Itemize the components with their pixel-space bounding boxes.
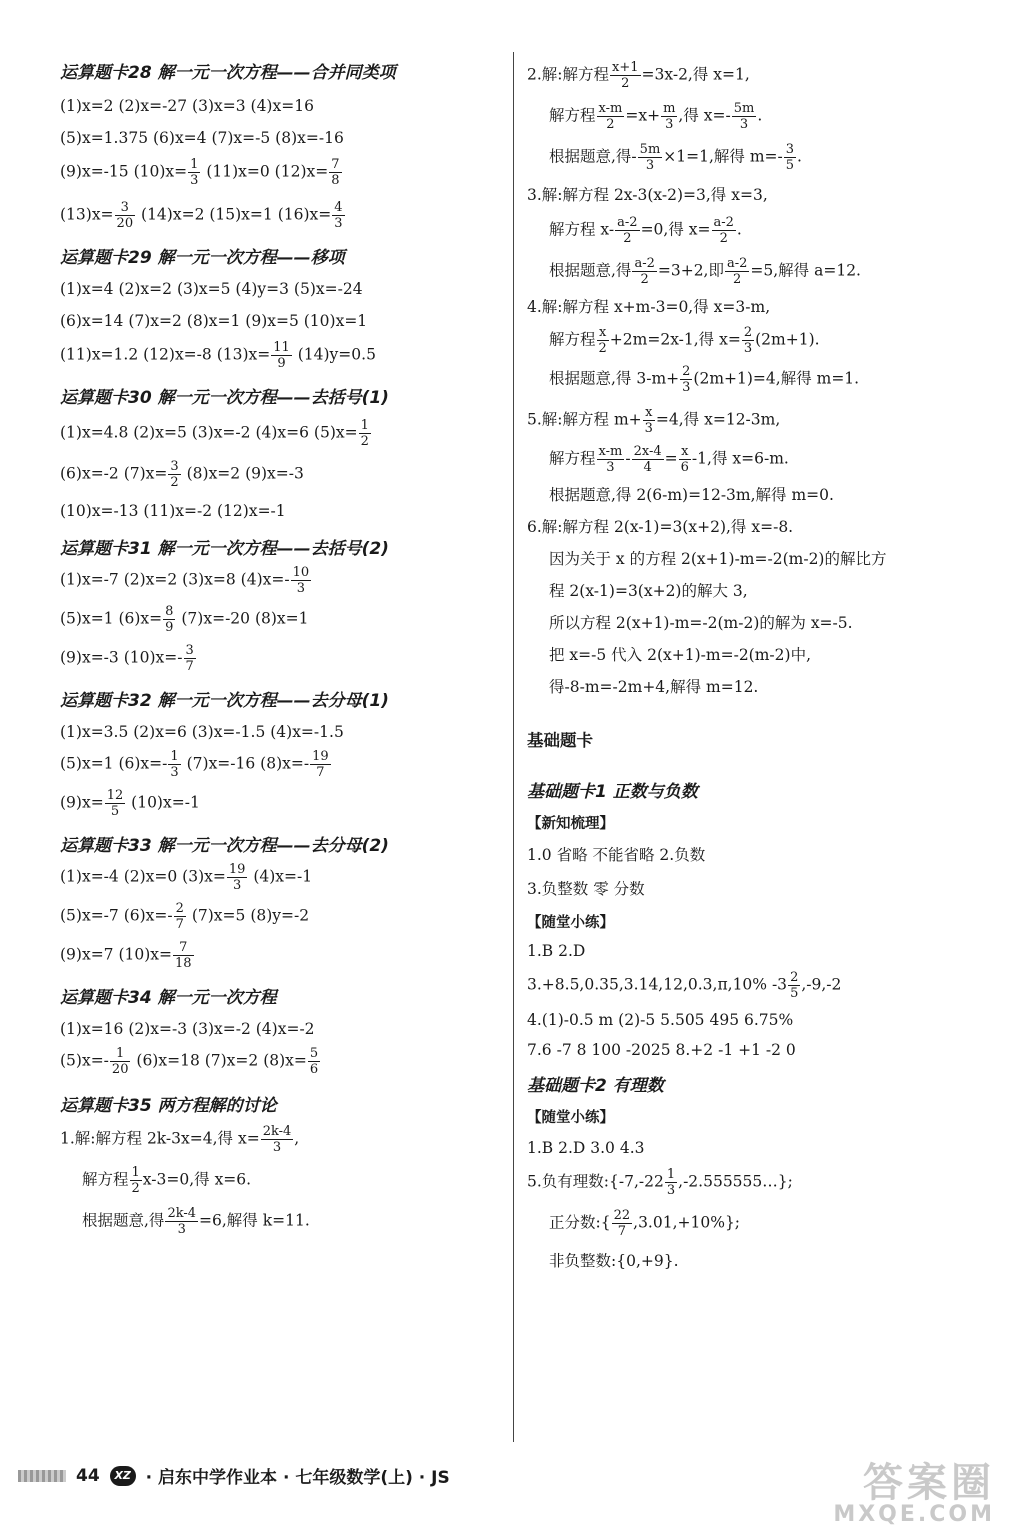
answer-row xyxy=(60,862,500,893)
numerator: 2x-4 xyxy=(633,444,662,459)
heading-basic-card-1: 基础题卡1 正数与负数 xyxy=(527,782,698,802)
answer-row: 1.B 2.D xyxy=(527,942,586,960)
decorative-stripe xyxy=(18,1470,66,1482)
fraction xyxy=(173,940,194,971)
answer-row xyxy=(60,1046,500,1077)
answer-row: (5)x=1.375 (6)x=4 (7)x=-5 (8)x=-16 xyxy=(60,129,344,147)
denominator: 3 xyxy=(606,460,615,475)
text-seg: =0,得 x= xyxy=(640,220,711,239)
denominator: 5 xyxy=(785,158,795,173)
text-seg: (7)x=-16 (8)x=- xyxy=(181,754,310,773)
fraction xyxy=(597,444,625,475)
numerator: 2k-4 xyxy=(262,1124,292,1139)
left-column xyxy=(60,50,500,1237)
text-seg: (14)x=2 (15)x=1 (16)x= xyxy=(136,205,332,224)
answer-row xyxy=(60,459,500,490)
text-seg: (9)x=-15 (10)x= xyxy=(60,162,188,181)
answer-row xyxy=(60,604,500,635)
fraction xyxy=(712,215,736,246)
fraction xyxy=(163,604,175,635)
answer-row: 1.0 省略 不能省略 2.负数 xyxy=(527,846,706,864)
numerator: 1 xyxy=(131,1165,140,1180)
solution-line xyxy=(527,256,977,287)
denominator: 2 xyxy=(606,117,615,132)
text-seg: ,-9,-2 xyxy=(801,975,842,994)
answer-row xyxy=(60,340,500,371)
text-seg: 根据题意,得 3-m+ xyxy=(549,369,680,388)
denominator: 3 xyxy=(739,117,749,132)
text-seg: (5)x=1 (6)x= xyxy=(60,609,163,628)
text-seg: ,3.01,+10%}; xyxy=(633,1213,741,1232)
text-seg: (11)x=0 (12)x= xyxy=(201,162,329,181)
denominator: 2 xyxy=(719,231,728,246)
denominator: 2 xyxy=(621,76,630,91)
text-seg: 1.解:解方程 2k-3x=4,得 x= xyxy=(60,1129,260,1148)
text-seg: (9)x= xyxy=(60,793,104,812)
text-seg: (7)x=5 (8)y=-2 xyxy=(186,906,310,925)
text-seg: - xyxy=(625,449,631,468)
tag-new-knowledge: 【新知梳理】 xyxy=(527,816,614,832)
answer-row xyxy=(527,1167,977,1198)
denominator: 20 xyxy=(111,1062,129,1077)
denominator: 3 xyxy=(272,1140,282,1155)
text-seg: . xyxy=(797,147,802,166)
fraction xyxy=(679,444,691,475)
solution-line xyxy=(527,444,977,475)
denominator: 3 xyxy=(177,1222,186,1237)
denominator: 5 xyxy=(790,986,799,1001)
text-seg: (5)x=1 (6)x=- xyxy=(60,754,168,773)
fraction xyxy=(680,364,692,395)
numerator: 1 xyxy=(360,418,369,433)
solution-line: 因为关于 x 的方程 2(x+1)-m=-2(m-2)的解比方 xyxy=(549,550,887,568)
fraction xyxy=(632,256,656,287)
text-seg: =6,解得 k=11. xyxy=(199,1211,310,1230)
numerator: 1 xyxy=(190,157,199,172)
text-seg: 解方程 x- xyxy=(549,220,615,239)
numerator: 3 xyxy=(185,643,194,658)
answer-row xyxy=(60,200,500,231)
heading-card-34: 运算题卡34 解一元一次方程 xyxy=(60,988,277,1008)
answer-row: (1)x=16 (2)x=-3 (3)x=-2 (4)x=-2 xyxy=(60,1020,315,1038)
fraction xyxy=(359,418,371,449)
denominator: 2 xyxy=(598,341,607,356)
denominator: 6 xyxy=(680,460,689,475)
text-seg: (2m+1)=4,解得 m=1. xyxy=(693,369,860,388)
text-seg: (9)x=7 (10)x= xyxy=(60,945,173,964)
text-seg: ,-2.555555…}; xyxy=(678,1172,793,1191)
numerator: x-m xyxy=(598,444,623,459)
numerator: 5 xyxy=(309,1046,319,1061)
fraction xyxy=(638,142,663,173)
fraction xyxy=(227,862,248,893)
text-seg: (13)x= xyxy=(60,205,114,224)
text-seg: ,得 x=- xyxy=(678,106,731,125)
publisher-badge: XZ xyxy=(110,1466,136,1486)
watermark-logo xyxy=(785,1460,995,1527)
answer-row xyxy=(60,1165,500,1196)
page-footer xyxy=(18,1463,450,1488)
numerator: 1 xyxy=(666,1167,676,1182)
fraction xyxy=(610,60,641,91)
watermark-top: 答案圈 xyxy=(863,1460,995,1506)
column-divider xyxy=(513,52,514,1442)
answer-row xyxy=(60,157,500,188)
numerator: a-2 xyxy=(617,215,638,230)
watermark-bottom: MXQE.COM xyxy=(833,1502,995,1527)
fraction xyxy=(271,340,292,371)
numerator: 8 xyxy=(165,604,174,619)
tag-practice: 【随堂小练】 xyxy=(527,1110,614,1126)
denominator: 3 xyxy=(334,216,343,231)
fraction xyxy=(615,215,639,246)
heading-card-28: 运算题卡28 解一元一次方程——合并同类项 xyxy=(60,63,396,83)
numerator: x-m xyxy=(598,101,623,116)
text-seg: (2m+1). xyxy=(755,330,820,349)
denominator: 7 xyxy=(316,765,325,780)
fraction xyxy=(332,200,344,231)
text-seg: 3.+8.5,0.35,3.14,12,0.3,π,10% -3 xyxy=(527,975,788,994)
answer-row xyxy=(60,788,500,819)
numerator: x xyxy=(597,325,609,341)
numerator: 2 xyxy=(743,325,753,340)
text-seg: (7)x=-20 (8)x=1 xyxy=(176,609,309,628)
text-seg: (4)x=-1 xyxy=(248,867,313,886)
heading-card-32: 运算题卡32 解一元一次方程——去分母(1) xyxy=(60,691,389,711)
answer-row: (1)x=3.5 (2)x=6 (3)x=-1.5 (4)x=-1.5 xyxy=(60,723,344,741)
fraction xyxy=(168,459,180,490)
denominator: 3 xyxy=(665,117,674,132)
text-seg: , xyxy=(294,1129,300,1148)
answer-row xyxy=(60,643,500,674)
section-title: 基础题卡 xyxy=(527,731,593,750)
denominator: 2 xyxy=(640,272,649,287)
denominator: 2 xyxy=(360,434,369,449)
fraction xyxy=(661,101,677,132)
numerator: 11 xyxy=(273,340,290,355)
fraction xyxy=(174,901,186,932)
numerator: a-2 xyxy=(713,215,734,230)
fraction xyxy=(788,970,800,1001)
book-title: · 启东中学作业本 · 七年级数学(上) · JS xyxy=(145,1468,450,1488)
fraction xyxy=(105,788,126,819)
answer-row: 7.6 -7 8 100 -2025 8.+2 -1 +1 -2 0 xyxy=(527,1041,796,1059)
numerator: 5m xyxy=(733,101,755,116)
denominator: 9 xyxy=(277,356,286,371)
numerator: m xyxy=(663,101,676,116)
text-seg: (6)x=18 (7)x=2 (8)x= xyxy=(131,1051,307,1070)
numerator: 2 xyxy=(175,901,184,916)
fraction xyxy=(110,1046,131,1077)
answer-row xyxy=(60,901,500,932)
text-seg: =4,得 x=12-3m, xyxy=(655,410,781,429)
denominator: 3 xyxy=(645,158,655,173)
solution-line xyxy=(527,405,977,436)
numerator: 3 xyxy=(115,200,136,216)
numerator: 19 xyxy=(312,749,329,764)
answer-row: (10)x=-13 (11)x=-2 (12)x=-1 xyxy=(60,502,286,520)
heading-basic-card-2: 基础题卡2 有理数 xyxy=(527,1076,664,1096)
denominator: 2 xyxy=(623,231,632,246)
solution-line xyxy=(527,325,977,356)
text-seg: (5)x=- xyxy=(60,1051,109,1070)
fraction xyxy=(115,200,136,231)
text-seg: 5.负有理数:{-7,-22 xyxy=(527,1172,664,1191)
denominator: 3 xyxy=(682,380,691,395)
text-seg: 解方程 xyxy=(549,106,596,125)
numerator: 1 xyxy=(170,749,179,764)
text-seg: x-3=0,得 x=6. xyxy=(142,1170,252,1189)
tag-practice: 【随堂小练】 xyxy=(527,915,614,931)
fraction xyxy=(261,1124,294,1155)
fraction xyxy=(597,325,609,356)
numerator: a-2 xyxy=(726,256,748,271)
heading-card-31: 运算题卡31 解一元一次方程——去括号(2) xyxy=(60,539,389,559)
text-seg: . xyxy=(757,106,763,125)
text-seg: ×1=1,解得 m=- xyxy=(663,147,783,166)
fraction xyxy=(130,1165,142,1196)
numerator: 7 xyxy=(331,157,340,172)
fraction xyxy=(165,1206,198,1237)
numerator: 19 xyxy=(228,862,246,877)
numerator: 2 xyxy=(790,970,799,985)
right-column xyxy=(527,50,977,1271)
denominator: 3 xyxy=(233,878,242,893)
numerator: 4 xyxy=(334,200,343,215)
answer-row: (6)x=14 (7)x=2 (8)x=1 (9)x=5 (10)x=1 xyxy=(60,312,368,330)
denominator: 3 xyxy=(666,1183,676,1198)
heading-card-33: 运算题卡33 解一元一次方程——去分母(2) xyxy=(60,836,389,856)
text-seg: (8)x=2 (9)x=-3 xyxy=(181,464,304,483)
fraction xyxy=(643,405,655,436)
fraction xyxy=(188,157,200,188)
solution-line: 根据题意,得 2(6-m)=12-3m,解得 m=0. xyxy=(549,486,834,504)
fraction xyxy=(597,101,625,132)
fraction xyxy=(784,142,796,173)
text-seg: 根据题意,得- xyxy=(549,147,637,166)
heading-card-35: 运算题卡35 两方程解的讨论 xyxy=(60,1096,277,1116)
text-seg: 2.解:解方程 xyxy=(527,65,610,84)
text-seg: 正分数:{ xyxy=(549,1213,611,1232)
numerator: 3 xyxy=(785,142,795,157)
denominator: 4 xyxy=(643,460,652,475)
text-seg: 解方程 xyxy=(82,1170,129,1189)
solution-line: 把 x=-5 代入 2(x+1)-m=-2(m-2)中, xyxy=(549,646,811,664)
answer-row: 1.B 2.D 3.0 4.3 xyxy=(527,1139,645,1157)
page-number: 44 xyxy=(76,1465,100,1486)
text-seg: 解方程 xyxy=(549,449,596,468)
fraction xyxy=(742,325,754,356)
fraction xyxy=(329,157,341,188)
text-seg: 5.解:解方程 m+ xyxy=(527,410,642,429)
numerator: x+1 xyxy=(612,60,639,75)
solution-line xyxy=(527,215,977,246)
text-seg: 根据题意,得 xyxy=(82,1211,165,1230)
text-seg: (1)x=4.8 (2)x=5 (3)x=-2 (4)x=6 (5)x= xyxy=(60,423,358,442)
numerator: 5m xyxy=(639,142,661,157)
text-seg: (6)x=-2 (7)x= xyxy=(60,464,168,483)
solution-line xyxy=(527,101,977,132)
numerator: 2k-4 xyxy=(167,1206,197,1221)
text-seg: -1,得 x=6-m. xyxy=(691,449,789,468)
numerator: 1 xyxy=(110,1046,131,1062)
answer-row xyxy=(60,1206,500,1237)
fraction xyxy=(732,101,757,132)
answer-row: (1)x=4 (2)x=2 (3)x=5 (4)y=3 (5)x=-24 xyxy=(60,280,363,298)
denominator: 3 xyxy=(190,173,199,188)
numerator: a-2 xyxy=(634,256,655,271)
fraction xyxy=(184,643,196,674)
denominator: 7 xyxy=(617,1224,626,1239)
numerator: 12 xyxy=(106,788,124,803)
denominator: 8 xyxy=(331,173,340,188)
solution-line xyxy=(527,364,977,395)
fraction xyxy=(725,256,749,287)
denominator: 3 xyxy=(743,341,753,356)
solution-line xyxy=(527,142,977,173)
text-seg: +2m=2x-1,得 x= xyxy=(609,330,741,349)
denominator: 5 xyxy=(110,804,120,819)
text-seg: 解方程 xyxy=(549,330,596,349)
denominator: 2 xyxy=(131,1181,140,1196)
answer-row xyxy=(60,749,500,780)
text-seg: (5)x=-7 (6)x=- xyxy=(60,906,173,925)
fraction xyxy=(310,749,331,780)
fraction xyxy=(308,1046,320,1077)
answer-row: 非负整数:{0,+9}. xyxy=(549,1252,679,1270)
text-seg: (11)x=1.2 (12)x=-8 (13)x= xyxy=(60,345,271,364)
numerator: 7 xyxy=(173,940,194,956)
text-seg: =3+2,即 xyxy=(657,261,724,280)
text-seg: (10)x=-1 xyxy=(126,793,200,812)
text-seg: . xyxy=(736,220,742,239)
answer-row: 4.(1)-0.5 m (2)-5 5.505 495 6.75% xyxy=(527,1011,794,1029)
text-seg: (9)x=-3 (10)x=- xyxy=(60,648,183,667)
denominator: 3 xyxy=(170,765,179,780)
numerator: x xyxy=(679,444,691,460)
answer-row: 3.负整数 零 分数 xyxy=(527,880,645,898)
denominator: 6 xyxy=(309,1062,319,1077)
text-seg: = xyxy=(664,449,678,468)
solution-line xyxy=(527,60,977,91)
denominator: 2 xyxy=(733,272,742,287)
solution-line: 6.解:解方程 2(x-1)=3(x+2),得 x=-8. xyxy=(527,518,794,536)
denominator: 2 xyxy=(170,475,179,490)
denominator: 3 xyxy=(644,421,653,436)
answer-row xyxy=(527,1208,977,1239)
answer-row: (1)x=2 (2)x=-27 (3)x=3 (4)x=16 xyxy=(60,97,314,115)
denominator: 7 xyxy=(175,917,184,932)
fraction xyxy=(168,749,180,780)
text-seg: (1)x=-4 (2)x=0 (3)x= xyxy=(60,867,226,886)
answer-row xyxy=(60,565,500,596)
text-seg: (14)y=0.5 xyxy=(292,345,376,364)
answer-row xyxy=(60,1124,500,1155)
solution-line: 得-8-m=-2m+4,解得 m=12. xyxy=(549,678,759,696)
answer-row xyxy=(60,940,500,971)
text-seg: =x+ xyxy=(625,106,661,125)
numerator: 22 xyxy=(613,1208,631,1223)
numerator: 10 xyxy=(292,565,310,580)
denominator: 7 xyxy=(185,659,194,674)
denominator: 20 xyxy=(116,216,134,231)
fraction xyxy=(612,1208,633,1239)
answer-row xyxy=(60,418,500,449)
fraction xyxy=(291,565,312,596)
heading-card-29: 运算题卡29 解一元一次方程——移项 xyxy=(60,248,345,268)
solution-line: 所以方程 2(x+1)-m=-2(m-2)的解为 x=-5. xyxy=(549,614,853,632)
text-seg: (1)x=-7 (2)x=2 (3)x=8 (4)x=- xyxy=(60,570,290,589)
fraction xyxy=(632,444,664,475)
numerator: x xyxy=(643,405,655,421)
heading-card-30: 运算题卡30 解一元一次方程——去括号(1) xyxy=(60,388,389,408)
denominator: 9 xyxy=(165,620,174,635)
numerator: 2 xyxy=(682,364,691,379)
solution-line: 4.解:解方程 x+m-3=0,得 x=3-m, xyxy=(527,298,771,316)
text-seg: =3x-2,得 x=1, xyxy=(641,65,750,84)
answer-row xyxy=(527,970,977,1001)
text-seg: =5,解得 a=12. xyxy=(750,261,861,280)
solution-line: 3.解:解方程 2x-3(x-2)=3,得 x=3, xyxy=(527,186,768,204)
denominator: 18 xyxy=(175,956,192,971)
numerator: 3 xyxy=(170,459,179,474)
solution-line: 程 2(x-1)=3(x+2)的解大 3, xyxy=(549,582,748,600)
denominator: 3 xyxy=(296,581,305,596)
text-seg: 根据题意,得 xyxy=(549,261,632,280)
fraction xyxy=(665,1167,677,1198)
